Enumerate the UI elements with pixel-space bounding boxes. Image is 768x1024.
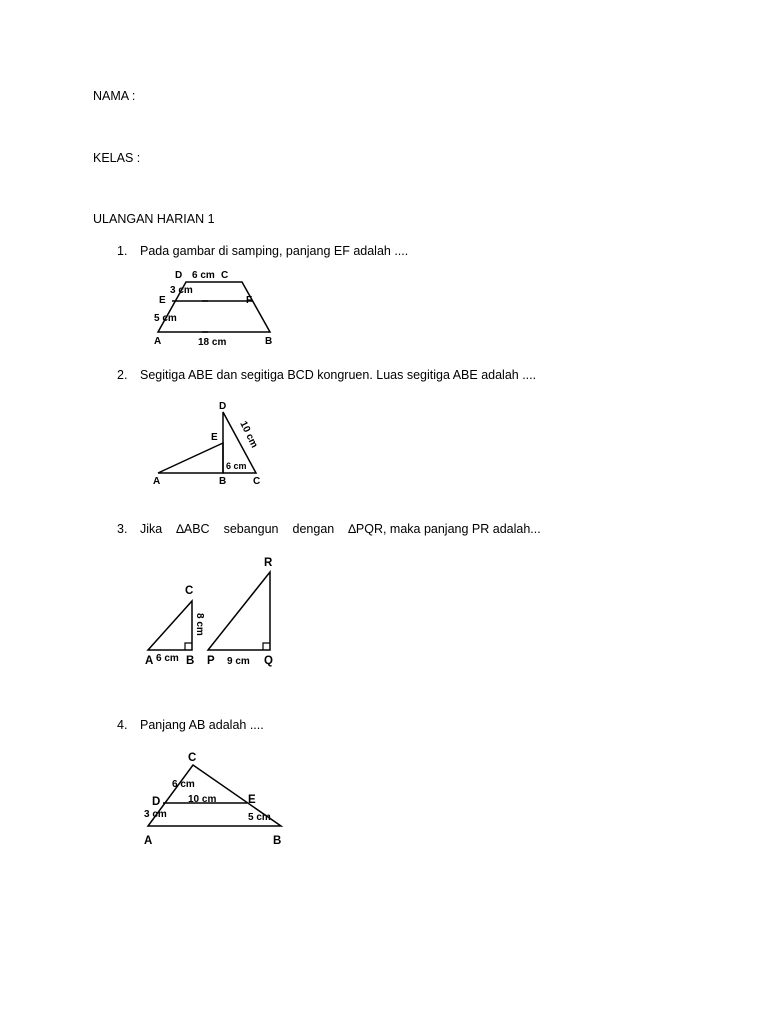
- label-b: B: [265, 336, 273, 347]
- question-3-text: Jika ∆ABC sebangun dengan ∆PQR, maka panjang PR adalah...: [140, 522, 541, 536]
- measure-da: 3 cm: [144, 809, 167, 820]
- label-a: A: [153, 476, 161, 487]
- label-b: B: [186, 655, 195, 667]
- question-1-number: 1.: [117, 244, 128, 258]
- measure-dc: 10 cm: [237, 419, 260, 450]
- question-4-figure: [140, 748, 300, 850]
- question-4-text: Panjang AB adalah ....: [140, 718, 264, 732]
- label-r: R: [264, 557, 273, 569]
- question-1-figure: [150, 265, 290, 350]
- measure-pq: 9 cm: [227, 656, 250, 667]
- name-label: NAMA :: [93, 89, 136, 103]
- measure-de: 10 cm: [188, 794, 217, 805]
- label-q: Q: [264, 655, 273, 667]
- label-c: C: [188, 752, 197, 764]
- question-1-text: Pada gambar di samping, panjang EF adalah ....: [140, 244, 409, 258]
- triangle-abe: [158, 443, 223, 473]
- question-3-number: 3.: [117, 522, 128, 536]
- measure-ea: 5 cm: [154, 313, 177, 324]
- label-c: C: [221, 270, 229, 281]
- label-e: E: [159, 295, 166, 306]
- label-c: C: [253, 476, 261, 487]
- question-2-number: 2.: [117, 368, 128, 382]
- measure-ab: 18 cm: [198, 337, 227, 348]
- label-e: E: [248, 794, 256, 806]
- measure-ab: 6 cm: [156, 653, 179, 664]
- label-a: A: [144, 835, 153, 847]
- label-p: P: [207, 655, 215, 667]
- label-e: E: [211, 432, 218, 443]
- label-d: D: [175, 270, 183, 281]
- measure-bc: 8 cm: [194, 613, 205, 636]
- label-a: A: [154, 336, 162, 347]
- label-b: B: [273, 835, 282, 847]
- class-label: KELAS :: [93, 151, 141, 165]
- question-2-text: Segitiga ABE dan segitiga BCD kongruen. Luas segitiga ABE adalah ....: [140, 368, 537, 382]
- label-d: D: [219, 401, 227, 412]
- triangle-pqr: [208, 572, 270, 650]
- measure-bc: 6 cm: [226, 461, 247, 471]
- question-4-number: 4.: [117, 718, 128, 732]
- label-d: D: [152, 796, 161, 808]
- measure-dc: 6 cm: [192, 270, 215, 281]
- question-3-figure: [140, 553, 290, 673]
- label-a: A: [145, 655, 154, 667]
- measure-cd: 6 cm: [172, 779, 195, 790]
- measure-de: 3 cm: [170, 285, 193, 296]
- measure-eb: 5 cm: [248, 812, 271, 823]
- question-2-figure: [148, 398, 273, 490]
- right-angle-b: [185, 643, 192, 650]
- label-f: F: [246, 295, 253, 306]
- right-angle-q: [263, 643, 270, 650]
- label-c: C: [185, 585, 194, 597]
- test-title: ULANGAN HARIAN 1: [93, 212, 215, 226]
- label-b: B: [219, 476, 227, 487]
